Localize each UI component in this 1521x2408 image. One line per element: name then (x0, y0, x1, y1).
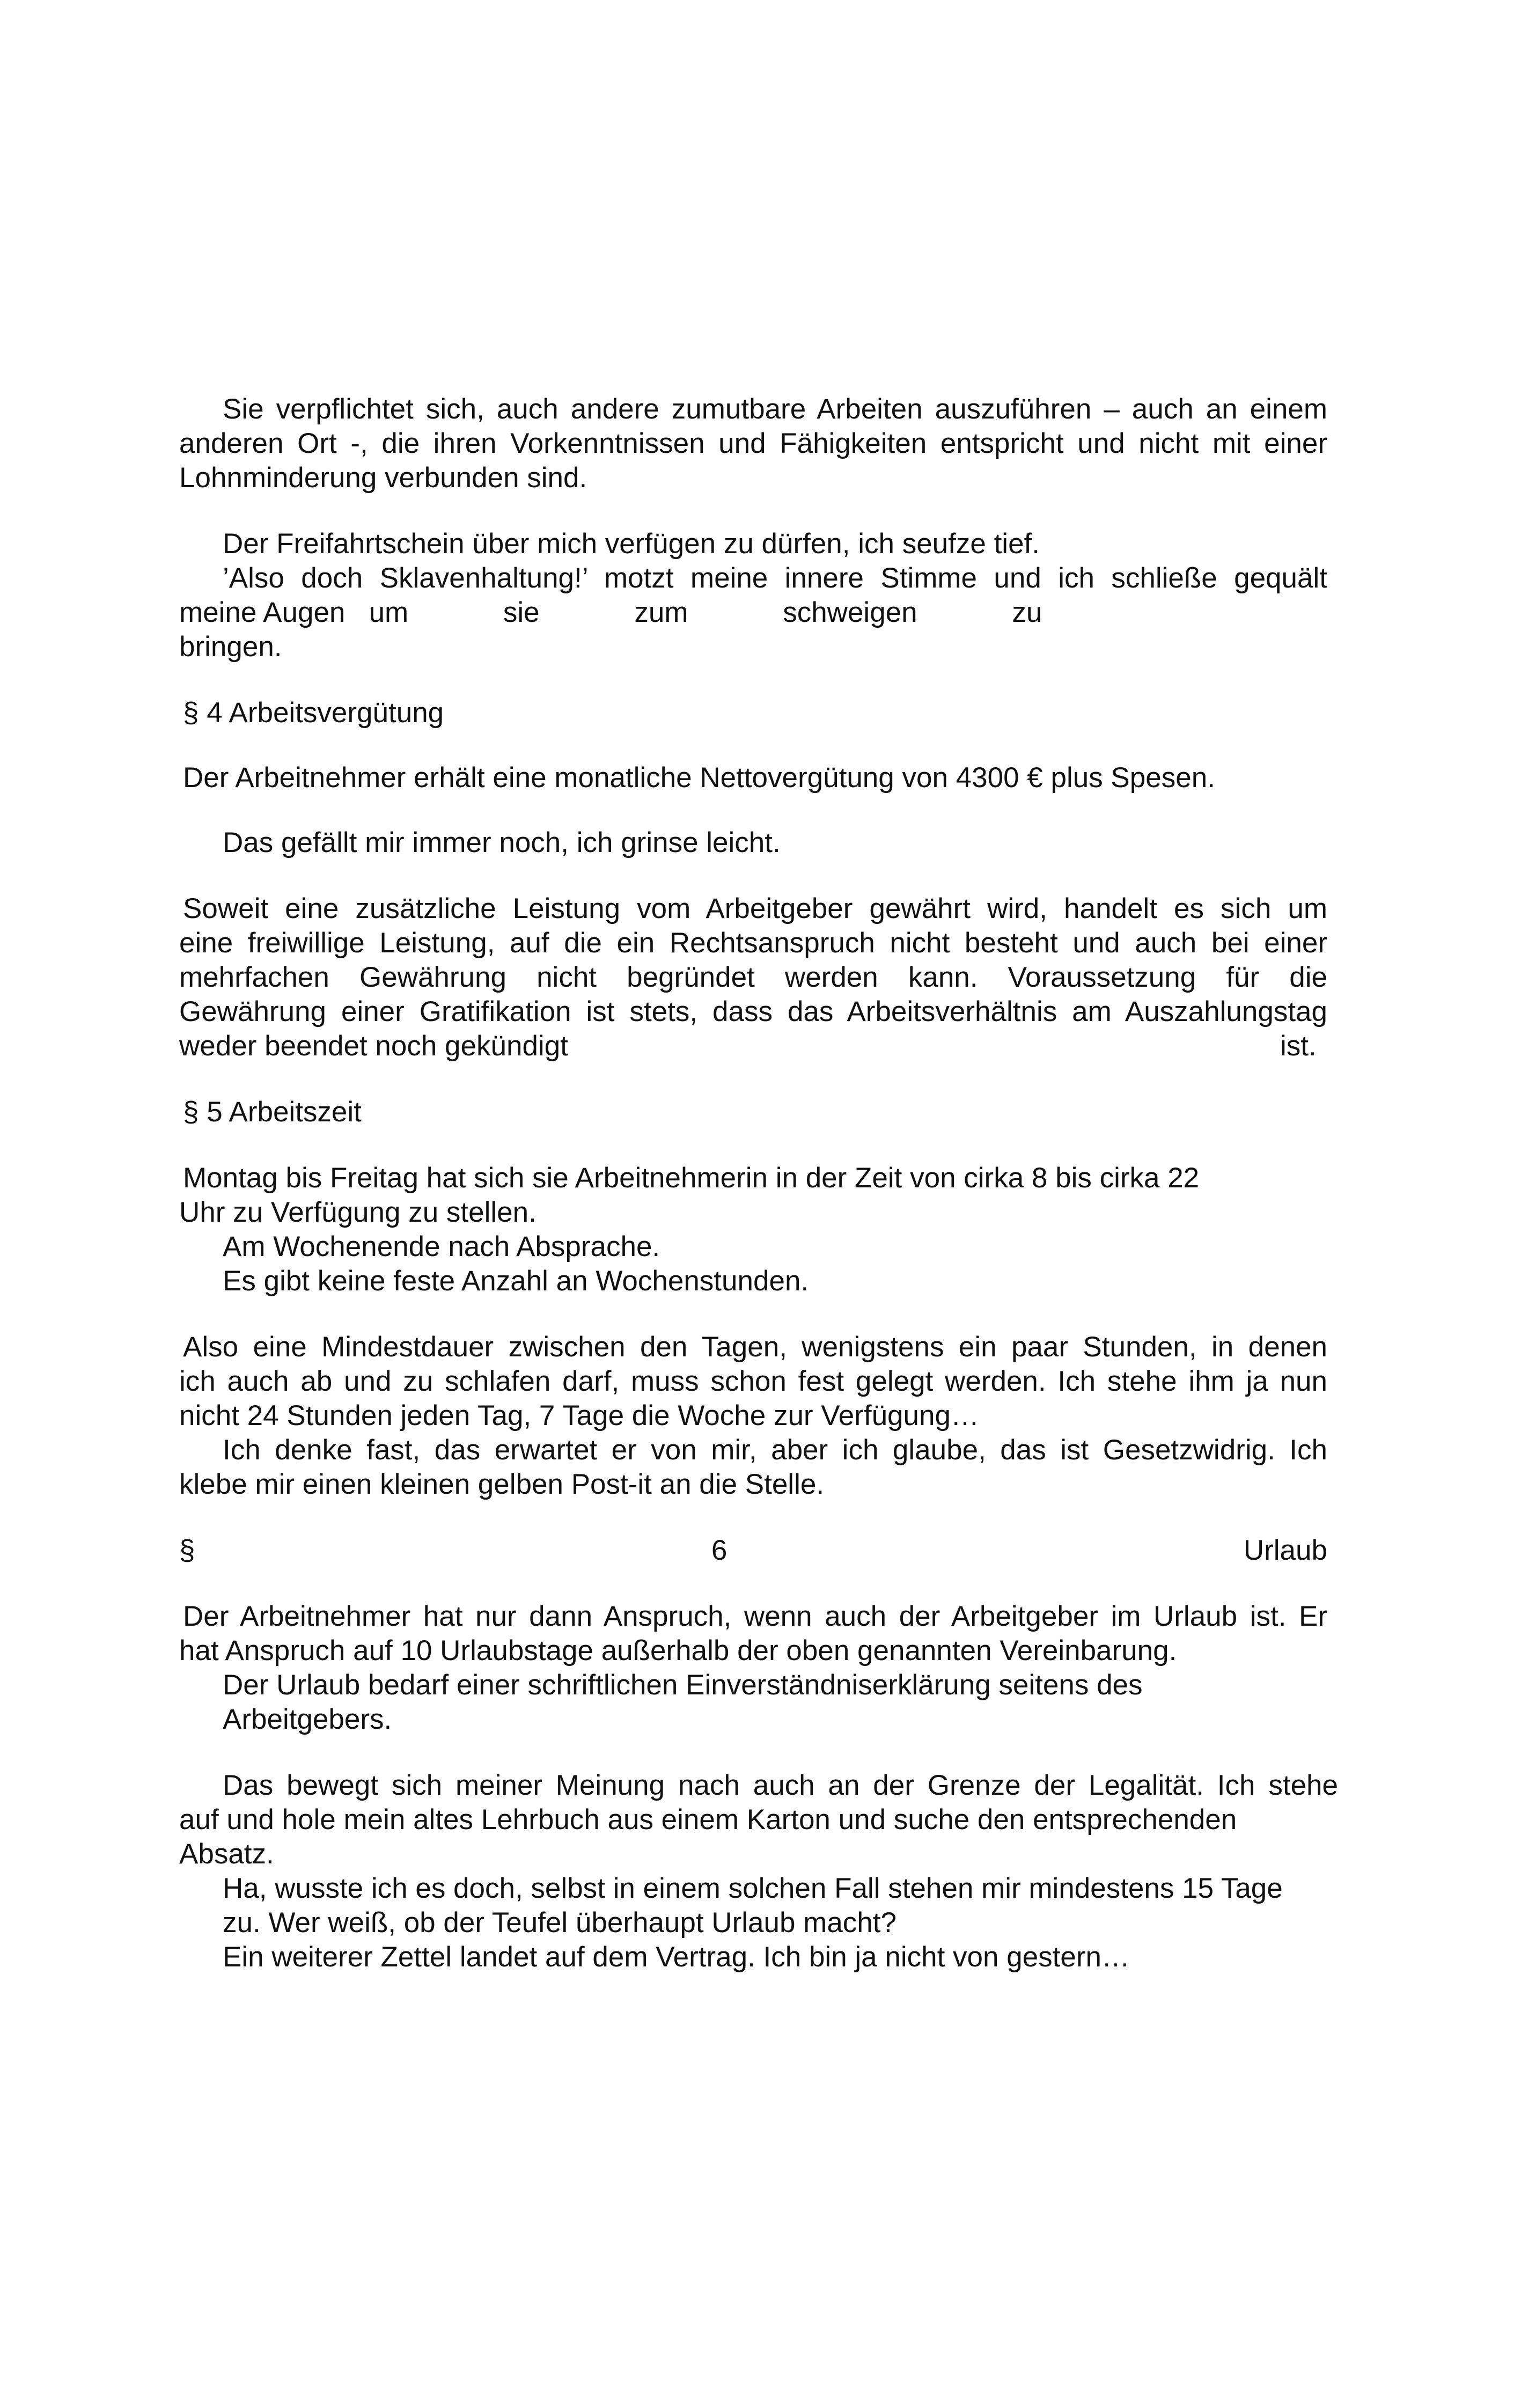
text-line: Am Wochenende nach Absprache. (223, 1231, 660, 1262)
section-number: 6 (711, 1535, 728, 1566)
text-line: Ein weiterer Zettel landet auf dem Vertrag. Ich bin ja nicht von gestern… (223, 1941, 1130, 1973)
section-heading (179, 1533, 1327, 1568)
text-line: Das gefällt mir immer noch, ich grinse leicht. (223, 827, 781, 858)
text-line: ist. (1280, 1030, 1317, 1062)
text-line: eine freiwillige Leistung, auf die ein Rechtsanspruch nicht besteht und auch bei einer (179, 927, 1327, 959)
text-line: Ha, wusste ich es doch, selbst in einem solchen Fall stehen mir mindestens 15 Tage (223, 1873, 1283, 1904)
text-line: Lohnminderung verbunden sind. (179, 462, 587, 494)
text-line: Uhr zu Verfügung zu stellen. (179, 1196, 537, 1228)
text-line: anderen Ort -, die ihren Vorkenntnissen und Fähigkeiten entspricht und nicht mit einer (179, 428, 1327, 459)
text-line: Ich denke fast, das erwartet er von mir, aber ich glaube, das ist Gesetzwidrig. Ich (223, 1434, 1327, 1466)
text-line: Also eine Mindestdauer zwischen den Tagen, wenigstens ein paar Stunden, in denen (183, 1331, 1327, 1363)
text-line: mehrfachen Gewährung nicht begründet werden kann. Voraussetzung für die (179, 961, 1327, 993)
text-line: auf und hole mein altes Lehrbuch aus einem Karton und suche den entsprechenden (179, 1804, 1237, 1836)
text-line: weder beendet noch gekündigt (179, 1030, 568, 1062)
section-title: Urlaub (1243, 1535, 1327, 1566)
text-line: Der Arbeitnehmer erhält eine monatliche Nettovergütung von 4300 € plus Spesen. (183, 762, 1215, 794)
text-line: nicht 24 Stunden jeden Tag, 7 Tage die Woche zur Verfügung… (179, 1400, 979, 1431)
section-heading: § 5 Arbeitszeit (183, 1096, 362, 1128)
text-line: ’Also doch Sklavenhaltung!’ motzt meine innere Stimme und ich schließe gequält (223, 562, 1327, 594)
text-line: Gewährung einer Gratifikation ist stets, dass das Arbeitsverhältnis am Auszahlungstag (179, 996, 1327, 1027)
text-line: klebe mir einen kleinen gelben Post-it an die Stelle. (179, 1469, 825, 1500)
text-line: Der Urlaub bedarf einer schriftlichen Einverständniserklärung seitens des (223, 1669, 1143, 1701)
text-line: zu. Wer weiß, ob der Teufel überhaupt Urlaub macht? (223, 1907, 897, 1939)
text-line: Montag bis Freitag hat sich sie Arbeitnehmerin in der Zeit von cirka 8 bis cirka 22 (183, 1162, 1200, 1194)
text-line: meine Augen um sie zum schweigen zu (179, 597, 1042, 628)
text-line: Das bewegt sich meiner Meinung nach auch an der Grenze der Legalität. Ich stehe (223, 1770, 1338, 1801)
section-symbol: § (179, 1535, 195, 1566)
section-heading: § 4 Arbeitsvergütung (183, 697, 444, 729)
text-line: Soweit eine zusätzliche Leistung vom Arbeitgeber gewährt wird, handelt es sich um (183, 893, 1327, 924)
text-line: Sie verpflichtet sich, auch andere zumutbare Arbeiten auszuführen – auch an einem (223, 393, 1327, 425)
text-line: Arbeitgebers. (223, 1704, 392, 1735)
text-line: bringen. (179, 631, 282, 663)
text-line: ich auch ab und zu schlafen darf, muss schon fest gelegt werden. Ich stehe ihm ja nun (179, 1365, 1327, 1397)
text-line: Der Arbeitnehmer hat nur dann Anspruch, wenn auch der Arbeitgeber im Urlaub ist. Er (183, 1601, 1327, 1632)
text-line: Der Freifahrtschein über mich verfügen zu dürfen, ich seufze tief. (223, 528, 1040, 560)
text-line: Absatz. (179, 1838, 274, 1870)
text-line: Es gibt keine feste Anzahl an Wochenstunden. (223, 1265, 809, 1297)
text-line: hat Anspruch auf 10 Urlaubstage außerhalb der oben genannten Vereinbarung. (179, 1635, 1177, 1666)
